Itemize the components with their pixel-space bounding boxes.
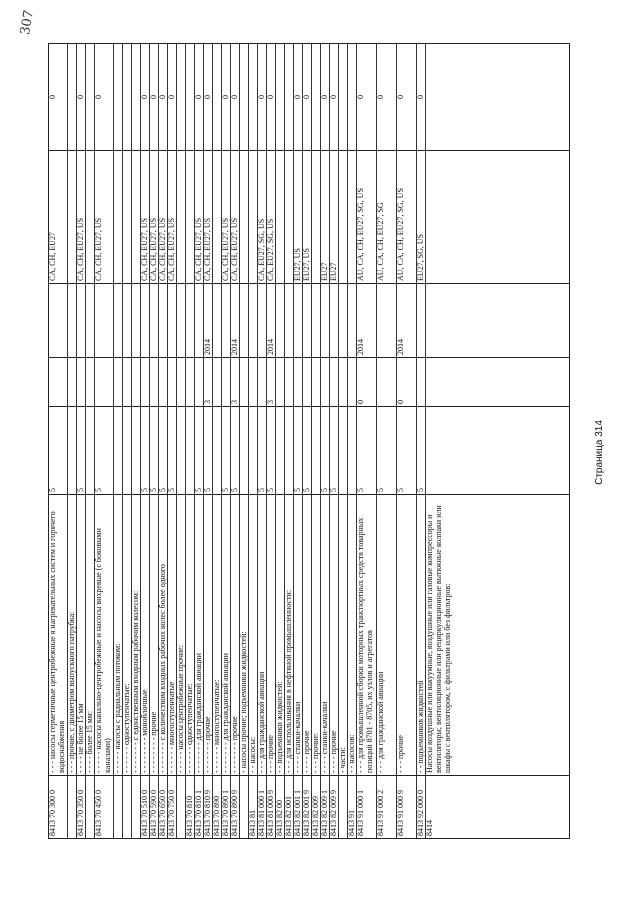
item-code: 8413 81 000 1: [257, 790, 266, 836]
country-list: EU27, US: [302, 248, 311, 281]
rate-value: 5: [76, 488, 85, 492]
item-description: - - - - станки-качалки: [320, 701, 329, 773]
final-rate-value: 0: [140, 95, 149, 99]
country-list: CA, CH, EU27, US: [140, 217, 149, 281]
item-code: 8413 70 450 0: [94, 790, 103, 836]
item-code: 8413 70 750 0: [167, 790, 176, 836]
rate-value: 5: [158, 488, 167, 492]
final-rate-value: 0: [48, 95, 57, 99]
country-list: AU, CA, CH, EU27, SG: [376, 202, 385, 281]
item-description: - - насосы:: [248, 736, 257, 773]
base-rate-value: 3: [266, 400, 275, 404]
final-rate-value: 0: [94, 95, 103, 99]
column-divider: [48, 283, 570, 284]
item-description: - - - - - - одноступенчатые:: [122, 683, 131, 773]
item-code: 8413 92 000 0: [416, 790, 425, 836]
year-value: 2014: [266, 339, 275, 355]
item-description: - - - - - - одноступенчатые:: [185, 683, 194, 773]
item-code: 8413 91 000 2: [376, 790, 385, 836]
final-rate-value: 0: [320, 95, 329, 99]
item-description: - - - - прочие: [302, 730, 311, 773]
base-rate-value: 3: [230, 400, 239, 404]
country-list: CA, CH, EU27, US: [194, 217, 203, 281]
item-code: 8413 81: [248, 810, 257, 836]
item-description: - - подъемники жидкостей:: [275, 681, 284, 773]
item-description: - - - - - - - с количеством входных рабочих колес более одного: [158, 564, 167, 773]
final-rate-value: 0: [158, 95, 167, 99]
year-value: 2014: [230, 339, 239, 355]
country-list: AU, CA, CH, EU27, SG, US: [396, 188, 405, 281]
final-rate-value: 0: [356, 95, 365, 99]
item-code: 8413 70 590 0: [149, 790, 158, 836]
item-description: - - - прочие: [396, 735, 405, 773]
item-code: 8413 82 00: [275, 800, 284, 836]
rate-value: 5: [376, 488, 385, 492]
country-list: CA, CH, EU27, US: [203, 217, 212, 281]
item-code: 8413 70 300 0: [48, 790, 57, 836]
country-list: EU27: [320, 262, 329, 281]
final-rate-value: 0: [230, 95, 239, 99]
year-value: 2014: [396, 339, 405, 355]
item-description: - - - для промышленной сборки моторных транспортных средств товарных позиций 8701 - 8705, их узлов и агрегатов: [356, 517, 375, 773]
item-description: - - - прочие, с диаметром выпускного патрубка:: [67, 611, 76, 773]
country-list: CA, CH, EU27, US: [76, 217, 85, 281]
rate-value: 5: [396, 488, 405, 492]
item-description: - - - - - - многоступенчатые: [167, 681, 176, 773]
item-code: 8413 70 810 9: [203, 790, 212, 836]
item-description: - - - - - - - для гражданской авиации: [221, 653, 230, 773]
final-rate-value: 0: [203, 95, 212, 99]
item-description: - - - - - - - - прочие: [149, 711, 158, 773]
item-description: - - - прочие:: [311, 732, 320, 773]
country-list: CA, EU27, SG, US: [257, 218, 266, 281]
item-code: 8413 91: [347, 810, 356, 836]
item-code: 8413 91 000 1: [356, 790, 365, 836]
final-rate-value: 0: [329, 95, 338, 99]
item-description: - - - - - - - для гражданской авиации: [194, 653, 203, 773]
rate-value: 5: [329, 488, 338, 492]
item-code: 8413 70 810: [185, 796, 194, 836]
tariff-table: [48, 43, 570, 839]
rate-value: 5: [167, 488, 176, 492]
item-description: - - - - - насосы центробежные прочие:: [176, 645, 185, 773]
rate-value: 5: [266, 488, 275, 492]
final-rate-value: 0: [266, 95, 275, 99]
final-rate-value: 0: [416, 95, 425, 99]
item-code: 8413 91 000 9: [396, 790, 405, 836]
country-list: CA, CH, EU27, US: [94, 217, 103, 281]
item-code: 8413 70 510 0: [140, 790, 149, 836]
final-rate-value: 0: [194, 95, 203, 99]
country-list: CA, CH, EU27, US: [230, 217, 239, 281]
rate-value: 5: [257, 488, 266, 492]
country-list: CA, EU27, SG, US: [266, 218, 275, 281]
item-description: - - - прочие: [266, 735, 275, 773]
item-description: - - - - - - - прочие: [203, 716, 212, 773]
item-code: 8413 70 810 1: [194, 790, 203, 836]
item-code: 8413 70 890 9: [230, 790, 239, 836]
item-code: 8413 70 350 0: [76, 790, 85, 836]
country-list: EU27, US: [293, 248, 302, 281]
table-border: [48, 43, 570, 839]
item-description: - - насосов:: [347, 734, 356, 773]
base-rate-value: 0: [356, 400, 365, 404]
rate-value: 5: [140, 488, 149, 492]
item-code: 8413 82 009 9: [329, 790, 338, 836]
item-description: - - - - - насосы с радиальным потоком:: [113, 643, 122, 773]
item-description: - насосы прочие; подъемники жидкостей:: [239, 631, 248, 773]
item-description: - - - - - - - прочие: [230, 716, 239, 773]
rate-value: 5: [293, 488, 302, 492]
item-code: 8413 82 001 1: [293, 790, 302, 836]
item-description: - - - - станки-качалки: [293, 701, 302, 773]
rate-value: 5: [94, 488, 103, 492]
country-list: AU, CA, CH, EU27, SG, US: [356, 188, 365, 281]
final-rate-value: 0: [149, 95, 158, 99]
page-footer: Страница 314: [594, 420, 605, 485]
final-rate-value: 0: [302, 95, 311, 99]
rate-value: 5: [320, 488, 329, 492]
item-description: - части:: [338, 747, 347, 773]
rate-value: 5: [221, 488, 230, 492]
country-list: EU27: [329, 262, 338, 281]
country-list: CA, CH, EU27: [48, 232, 57, 281]
year-value: 2014: [356, 339, 365, 355]
base-rate-value: 3: [203, 400, 212, 404]
item-description: - - - для использования в нефтяной промышленности:: [284, 589, 293, 773]
item-code: 8413 82 009: [311, 796, 320, 836]
item-code: 8413 70 650 0: [158, 790, 167, 836]
final-rate-value: 0: [396, 95, 405, 99]
final-rate-value: 0: [76, 95, 85, 99]
rate-value: 5: [48, 488, 57, 492]
final-rate-value: 0: [221, 95, 230, 99]
final-rate-value: 0: [257, 95, 266, 99]
rate-value: 5: [149, 488, 158, 492]
item-description: - - подъемников жидкостей: [416, 680, 425, 773]
item-description: - - - - - - - с единственным входным рабочим колесом:: [131, 590, 140, 773]
item-description: - - - - - - - - моноблочные: [140, 689, 149, 773]
column-divider: [48, 775, 570, 776]
country-list: EU27, SG, US: [416, 233, 425, 281]
item-code: 8413 82 001: [284, 796, 293, 836]
base-rate-value: 0: [396, 400, 405, 404]
country-list: CA, CH, EU27, US: [149, 217, 158, 281]
item-description: - - - для гражданской авиации: [257, 671, 266, 773]
item-code: 8413 70 890: [212, 796, 221, 836]
item-description: - - - насосы герметичные центробежные я нагревательных систем и горячего водоснабжения: [48, 511, 67, 773]
final-rate-value: 0: [167, 95, 176, 99]
item-description: - - - - более 15 мм:: [85, 710, 94, 773]
column-divider: [48, 406, 570, 407]
item-description: Насосы воздушные или вакуумные, воздушные или газовые компрессоры и вентиляторы; вентиляционные или рециркуляционные вытяжные колпаки или шкафы с вентилятором, с фильтрами или без фильтров:: [425, 505, 453, 773]
country-list: CA, CH, EU27, US: [221, 217, 230, 281]
rate-value: 5: [194, 488, 203, 492]
handwritten-page-number: 307: [17, 9, 38, 37]
rate-value: 5: [356, 488, 365, 492]
country-list: CA, CH, EU27, US: [158, 217, 167, 281]
rate-value: 5: [302, 488, 311, 492]
rate-value: 5: [230, 488, 239, 492]
item-description: - - - - прочие: [329, 730, 338, 773]
item-description: - - - - не более 15 мм: [76, 703, 85, 773]
column-divider: [48, 494, 570, 495]
column-divider: [48, 150, 570, 151]
item-description: - - - - - - многоступенчатые:: [212, 679, 221, 773]
country-list: CA, CH, EU27, US: [167, 217, 176, 281]
rate-value: 5: [416, 488, 425, 492]
item-code: 8414: [425, 820, 434, 836]
final-rate-value: 0: [376, 95, 385, 99]
item-code: 8413 70 890 1: [221, 790, 230, 836]
rate-value: 5: [203, 488, 212, 492]
item-description: - - - для гражданской авиации: [376, 671, 385, 773]
item-code: 8413 82 009 1: [320, 790, 329, 836]
item-code: 8413 81 000 9: [266, 790, 275, 836]
final-rate-value: 0: [293, 95, 302, 99]
column-divider: [48, 357, 570, 358]
item-code: 8413 82 001 9: [302, 790, 311, 836]
year-value: 2014: [203, 339, 212, 355]
item-description: - - - - - насосы канально-центробежные и насосы вихревые (с боковыми каналами): [94, 528, 113, 773]
